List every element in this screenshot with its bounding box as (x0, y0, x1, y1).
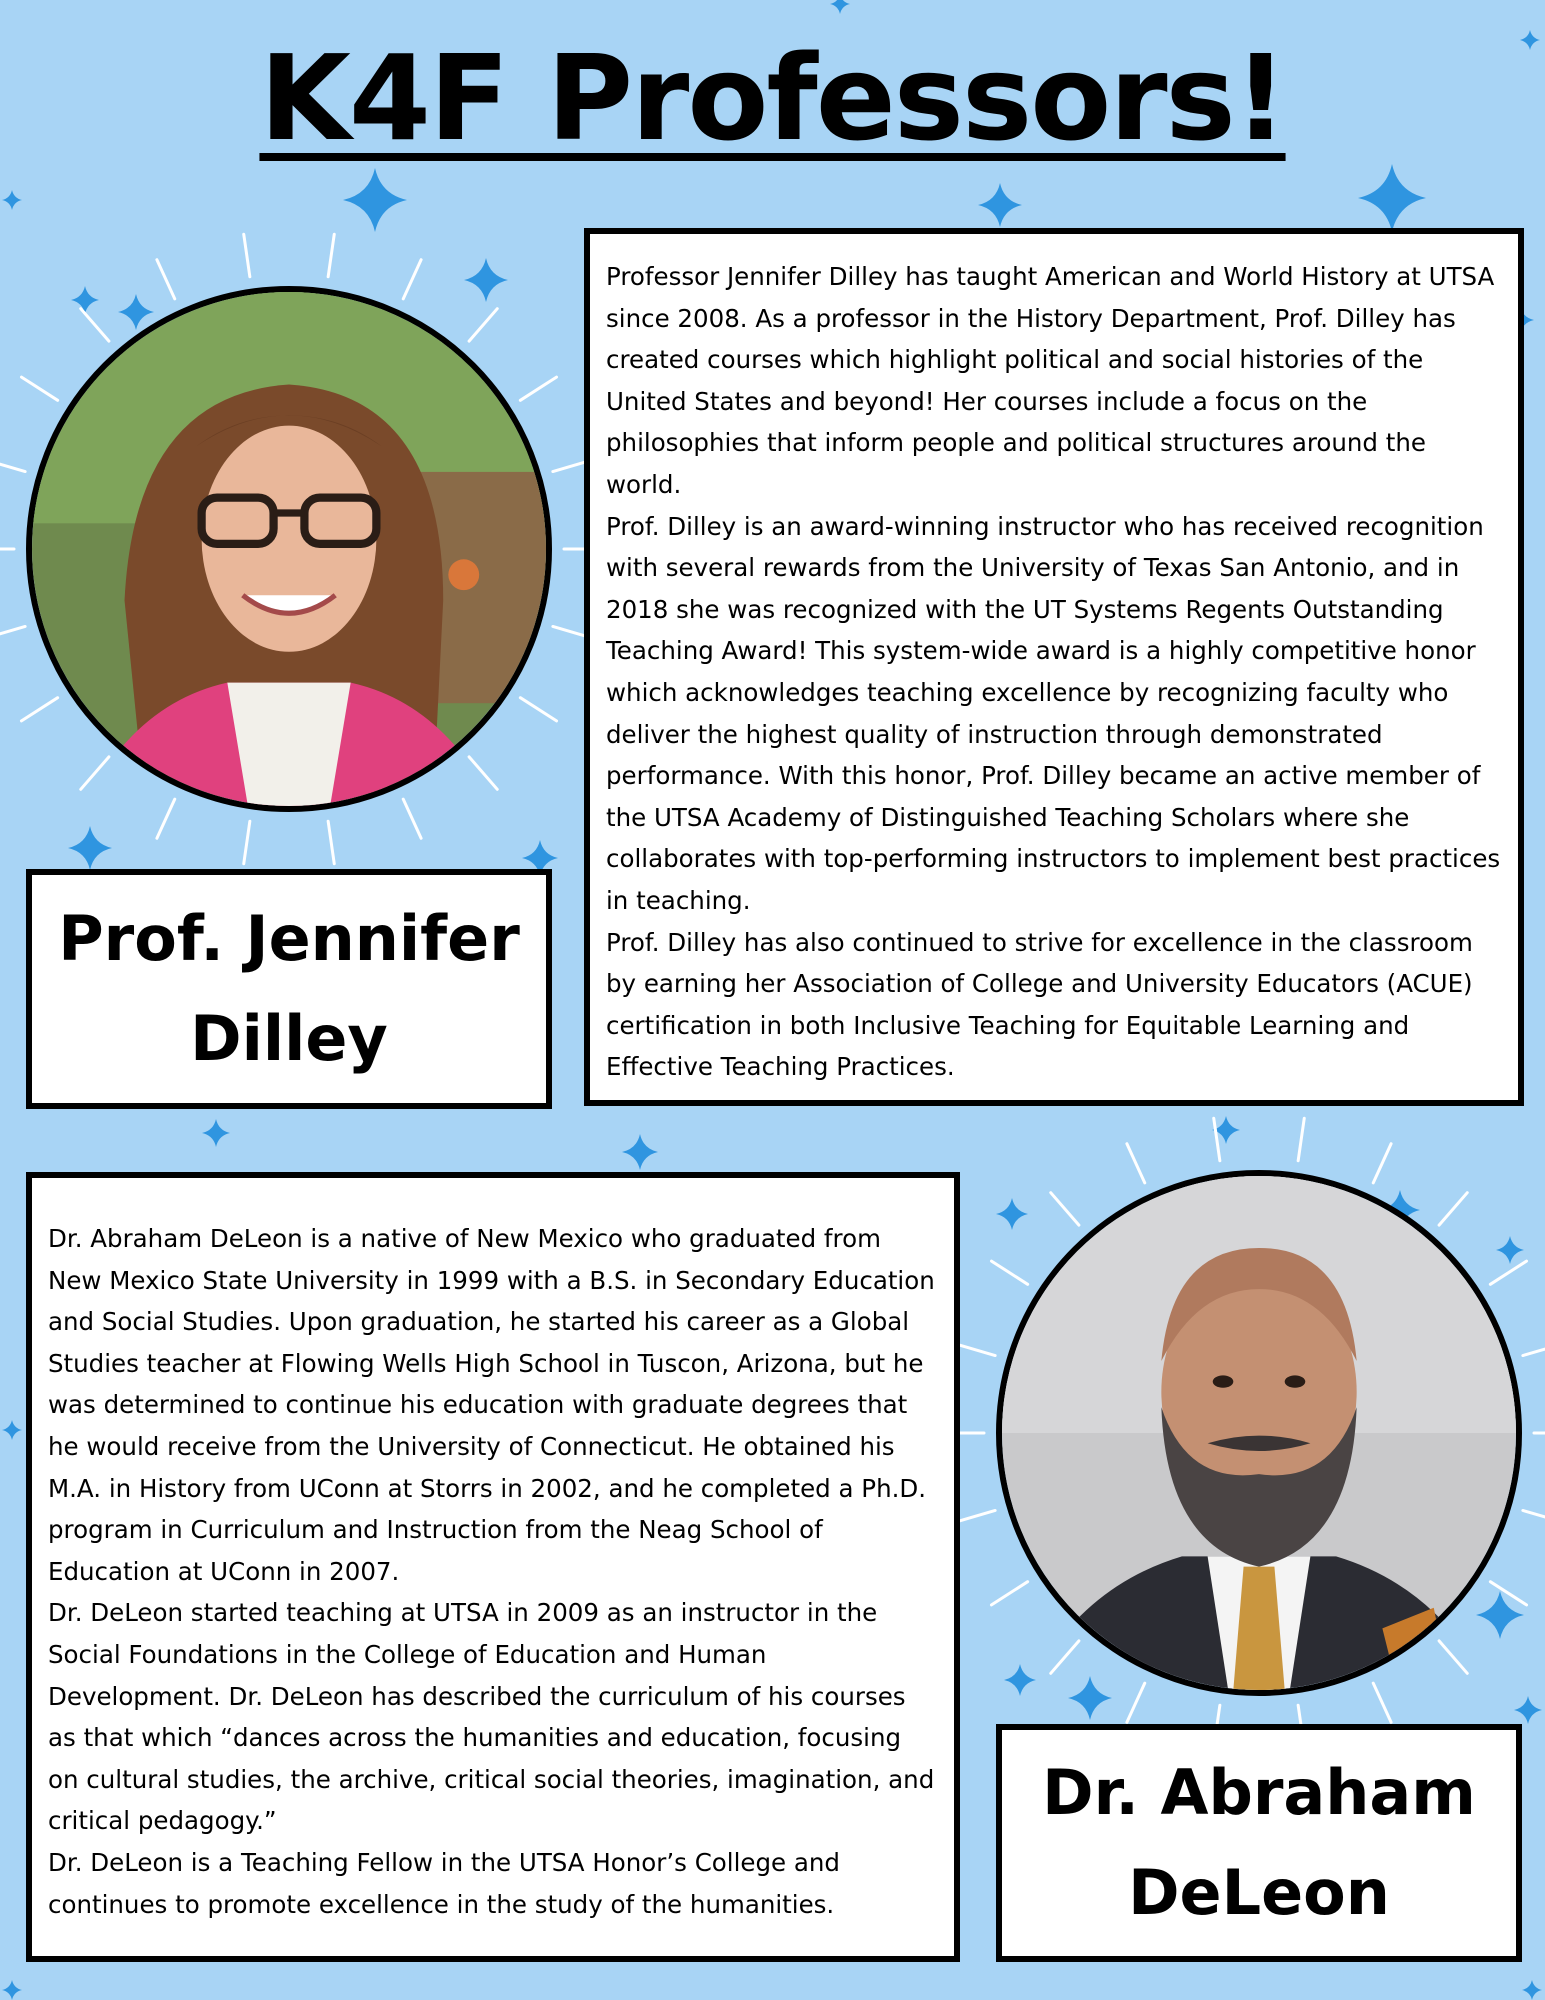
deleon-name-line2: DeLeon (1128, 1856, 1390, 1929)
sunburst-ray (469, 757, 497, 789)
sunburst-ray (81, 757, 109, 789)
dilley-bio-paragraph: Prof. Dilley is an award-winning instructor who has received recognition with several rewards from the University of Texas San Antonio, and in 2018 she was recognized with the UT Systems Regents Outstanding Teaching Award! This system-wide award is a highly competitive honor which acknowledges teaching excellence by recognizing faculty who deliver the highest quality of instruction through demonstrated performance. With this honor, Prof. Dilley became an active member of the UTSA Academy of Distinguished Teaching Scholars where she collaborates with top-performing instructors to implement best practices in teaching. (606, 511, 1501, 915)
dilley-name-line2: Dilley (190, 1002, 388, 1075)
sparkle-star (830, 0, 850, 14)
sparkle-star (202, 1119, 230, 1147)
sunburst-ray (1127, 1144, 1145, 1183)
sparkle-star (622, 1134, 658, 1170)
sunburst-ray (1051, 1641, 1079, 1673)
sunburst-ray (244, 234, 250, 277)
sunburst-ray (81, 309, 109, 341)
sparkle-star (2, 1420, 22, 1440)
sunburst-ray (1523, 1343, 1545, 1355)
sunburst-ray (403, 799, 421, 838)
deleon-bio-box (26, 1172, 960, 1962)
dilley-name-box (26, 869, 552, 1109)
deleon-name-box (996, 1724, 1522, 1962)
dilley-name (58, 889, 520, 1089)
sunburst-ray (1373, 1144, 1391, 1183)
sunburst-ray (1298, 1118, 1304, 1161)
sparkle-star (1068, 1676, 1112, 1720)
deleon-bio (48, 1218, 938, 1925)
dilley-bio-paragraph: Prof. Dilley has also continued to strive for excellence in the classroom by earning her Association of College and University Educators (ACUE) certification in both Inclusive Teaching for Equitable Learning and Effective Teaching Practices. (606, 927, 1473, 1082)
sparkle-star (464, 258, 508, 302)
sunburst-ray (403, 260, 421, 299)
sunburst-ray (21, 377, 57, 400)
sparkle-star (1004, 1664, 1036, 1696)
deleon-portrait-image (1002, 1176, 1516, 1690)
sunburst-ray (1373, 1683, 1391, 1722)
deleon-bio-paragraph: Dr. Abraham DeLeon is a native of New Mexico who graduated from New Mexico State University in 1999 with a B.S. in Secondary Education and Social Studies. Upon graduation, he started his career as a Global Studies teacher at Flowing Wells High School in Tuscon, Arizona, but he was determined to continue his education with graduate degrees that he would receive from the University of Connecticut. He obtained his M.A. in History from UConn at Storrs in 2002, and he completed a Ph.D. program in Curriculum and Instruction from the Neag School of Education at UConn in 2007. (48, 1224, 935, 1586)
sunburst-ray (1439, 1193, 1467, 1225)
sunburst-ray (157, 260, 175, 299)
sunburst-ray (0, 459, 25, 471)
sparkle-star (71, 286, 99, 314)
sparkle-star (2, 190, 22, 210)
sunburst-ray (21, 698, 57, 721)
deleon-name-line1: Dr. Abraham (1042, 1756, 1476, 1829)
dilley-bio (606, 256, 1502, 1088)
dilley-bio-paragraph: Professor Jennifer Dilley has taught American and World History at UTSA since 2008. As a professor in the History Department, Prof. Dilley has created courses which highlight political and social histories of the United States and beyond! Her courses include a focus on the philosophies that inform people and political structures around the world. (606, 262, 1495, 499)
sparkle-star (1514, 1696, 1542, 1724)
sparkle-star (978, 183, 1022, 227)
sunburst-ray (1490, 1261, 1526, 1284)
sunburst-ray (469, 309, 497, 341)
sparkle-star (1358, 164, 1426, 232)
sunburst-ray (520, 377, 556, 400)
sunburst-ray (1214, 1118, 1220, 1161)
sparkle-star (2, 1980, 22, 2000)
sunburst-ray (1490, 1582, 1526, 1605)
sparkle-star (68, 826, 112, 870)
sparkle-star (343, 168, 407, 232)
dilley-name-line1: Prof. Jennifer (58, 902, 520, 975)
dilley-photo (26, 286, 552, 812)
dilley-bio-box (584, 228, 1524, 1106)
sunburst-ray (1127, 1683, 1145, 1722)
page-title: K4F Professors! (259, 29, 1286, 167)
deleon-name (1042, 1743, 1476, 1943)
sparkle-star (118, 294, 154, 330)
sunburst-ray (1439, 1641, 1467, 1673)
sunburst-ray (954, 1510, 995, 1522)
deleon-bio-paragraph: Dr. DeLeon started teaching at UTSA in 2009 as an instructor in the Social Foundations in the College of Education and Human Development. Dr. DeLeon has described the curriculum of his courses as that which “dances across the humanities and education, focusing on cultural studies, the archive, critical social theories, imagination, and critical pedagogy.” (48, 1598, 935, 1836)
sunburst-ray (991, 1582, 1027, 1605)
sunburst-ray (1051, 1193, 1079, 1225)
sparkle-star (1496, 1236, 1524, 1264)
sunburst-ray (520, 698, 556, 721)
sunburst-ray (328, 234, 334, 277)
dilley-portrait-image (32, 292, 546, 806)
sunburst-ray (991, 1261, 1027, 1284)
deleon-photo (996, 1170, 1522, 1696)
sunburst-ray (1523, 1510, 1545, 1522)
sunburst-ray (244, 821, 250, 864)
sunburst-ray (0, 626, 25, 638)
sparkle-star (996, 1198, 1028, 1230)
deleon-bio-paragraph: Dr. DeLeon is a Teaching Fellow in the UTSA Honor’s College and continues to promote excellence in the study of the humanities. (48, 1847, 840, 1919)
sunburst-ray (328, 821, 334, 864)
sunburst-ray (954, 1343, 995, 1355)
sunburst-ray (157, 799, 175, 838)
sparkle-star (1522, 1980, 1542, 2000)
